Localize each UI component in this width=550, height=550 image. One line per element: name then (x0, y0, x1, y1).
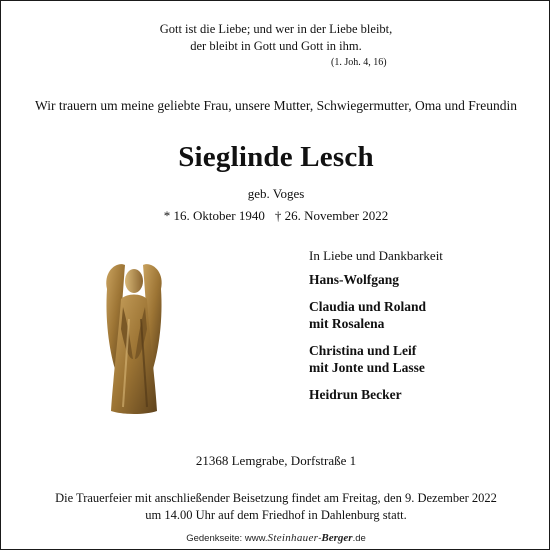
verse-line-1: Gott ist die Liebe; und wer in der Liebe bleibt, (159, 22, 393, 36)
link-suffix: .de (352, 533, 366, 544)
mourner-name: Christina und Leif (309, 343, 417, 358)
mourner-group (309, 386, 443, 403)
mourner-group (309, 271, 443, 288)
life-dates (1, 208, 550, 224)
brand-separator: - (318, 533, 322, 544)
mourner-group (309, 342, 443, 376)
birth-date: * 16. Oktober 1940 (163, 208, 265, 223)
family-address: 21368 Lemgrabe, Dorfstraße 1 (195, 453, 357, 468)
verse-reference: (1. Joh. 4, 16) (331, 57, 387, 68)
mourning-intro: Wir trauern um meine geliebte Frau, unsere Mutter, Schwiegermutter, Oma und Freundin (35, 98, 517, 113)
mourner-name: mit Rosalena (309, 316, 385, 331)
mourner-name: Heidrun Becker (309, 387, 402, 402)
mourners-list (309, 248, 443, 413)
mourner-name: Claudia und Roland (309, 299, 427, 314)
brand-berger: Berger (321, 532, 353, 544)
mourners-lead: In Liebe und Dankbarkeit (309, 248, 443, 263)
memorial-link[interactable] (245, 533, 366, 544)
deceased-name: Sieglinde Lesch (178, 141, 374, 173)
mourner-name: Hans-Wolfgang (309, 272, 400, 287)
memorial-page-footer (1, 532, 550, 544)
footer-label: Gedenkseite: (186, 533, 243, 544)
funeral-service-info (1, 490, 550, 524)
link-prefix: www. (244, 533, 268, 544)
verse-line-2: der bleibt in Gott und Gott in ihm. (190, 39, 362, 53)
bronze-angel-figurine-icon (99, 259, 169, 419)
mourner-name: mit Jonte und Lasse (309, 360, 425, 375)
death-date: † 26. November 2022 (274, 208, 389, 223)
brand-steinhauer: Steinhauer (267, 532, 319, 544)
service-line-2: um 14.00 Uhr auf dem Friedhof in Dahlenburg statt. (145, 508, 407, 522)
mourner-group (309, 298, 443, 332)
birth-name: geb. Voges (247, 186, 305, 201)
service-line-1: Die Trauerfeier mit anschließender Beisetzung findet am Freitag, den 9. Dezember 2022 (55, 491, 497, 505)
bible-verse (1, 21, 550, 55)
